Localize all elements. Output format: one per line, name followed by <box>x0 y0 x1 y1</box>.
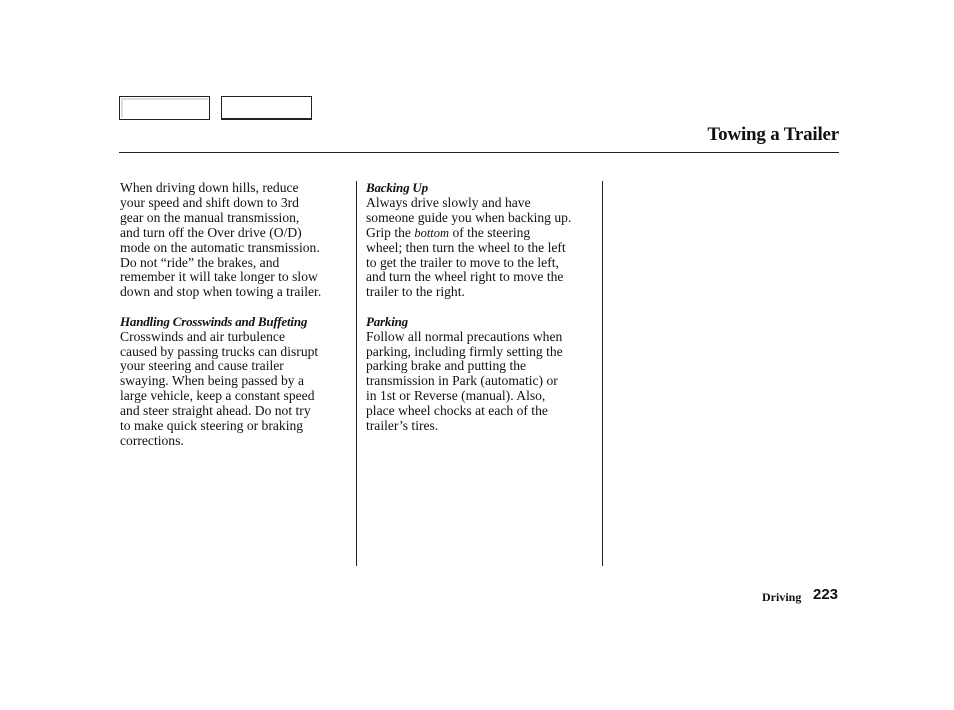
page-title: Towing a Trailer <box>707 124 839 145</box>
body-line: trailer’s tires. <box>366 418 439 434</box>
body-line: trailer to the right. <box>366 284 465 300</box>
body-line: your steering and cause trailer <box>120 358 284 374</box>
body-line: in 1st or Reverse (manual). Also, <box>366 388 546 404</box>
body-line: caused by passing trucks can disrupt <box>120 343 319 359</box>
body-line: your speed and shift down to 3rd <box>120 194 299 210</box>
body-line: Do not “ride” the brakes, and <box>120 254 280 270</box>
section-heading-crosswinds: Handling Crosswinds and Buffeting <box>120 313 308 329</box>
body-line: Follow all normal precautions when <box>366 328 563 344</box>
column-divider-left <box>356 181 357 566</box>
body-line: gear on the manual transmission, <box>120 209 300 225</box>
body-line: mode on the automatic transmission. <box>120 239 320 255</box>
body-line: Crosswinds and air turbulence <box>120 328 285 344</box>
body-line: corrections. <box>120 433 184 448</box>
body-line: someone guide you when backing up. <box>366 209 572 225</box>
body-line: parking, including firmly setting the <box>366 343 563 359</box>
body-line: down and stop when towing a trailer. <box>120 284 322 300</box>
body-line: parking brake and putting the <box>366 358 527 374</box>
page-number: 223 <box>813 586 839 603</box>
section-heading-parking: Parking <box>366 313 408 329</box>
body-line: When driving down hills, reduce <box>120 180 299 195</box>
body-line: swaying. When being passed by a <box>120 373 304 389</box>
body-line: and steer straight ahead. Do not try <box>120 403 311 419</box>
column-divider-right <box>602 181 603 566</box>
body-line: to get the trailer to move to the left, <box>366 254 559 270</box>
body-line: and turn off the Over drive (O/D) <box>120 224 302 240</box>
body-text: of the steering <box>449 224 531 240</box>
section-heading-backing-up: Backing Up <box>366 180 428 195</box>
right-column <box>366 181 598 434</box>
body-text: Grip the <box>366 224 415 240</box>
nav-button-index[interactable] <box>221 96 312 120</box>
body-line <box>366 226 598 241</box>
body-line: transmission in Park (automatic) or <box>366 373 558 389</box>
emphasis-text: bottom <box>414 225 450 240</box>
body-line: place wheel chocks at each of the <box>366 403 548 419</box>
body-line: and turn the wheel right to move the <box>366 269 564 285</box>
header-rule <box>119 152 839 153</box>
body-line: to make quick steering or braking <box>120 418 304 434</box>
body-line: large vehicle, keep a constant speed <box>120 388 315 404</box>
body-line: remember it will take longer to slow <box>120 269 318 285</box>
footer-section-label: Driving <box>762 590 802 604</box>
left-column <box>120 181 352 449</box>
nav-button-main-menu[interactable] <box>119 96 210 120</box>
body-line: Always drive slowly and have <box>366 194 531 210</box>
body-line: wheel; then turn the wheel to the left <box>366 239 566 255</box>
